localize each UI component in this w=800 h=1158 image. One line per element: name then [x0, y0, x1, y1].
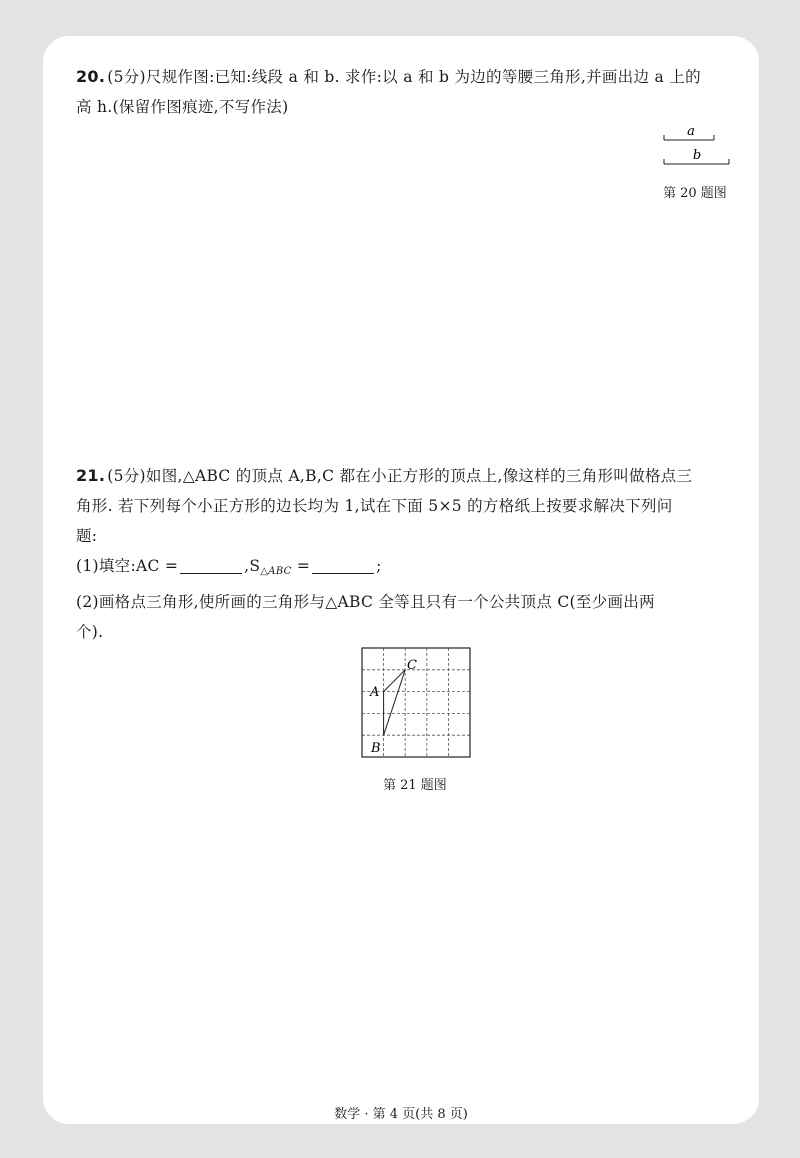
segment-b-label: b — [692, 148, 702, 163]
q20-text-line2: 高 h.(保留作图痕迹,不写作法) — [76, 98, 289, 116]
q21-number: 21. — [76, 466, 106, 485]
q21-part2-line1: (2)画格点三角形,使所画的三角形与△ABC 全等且只有一个公共顶点 C(至少画出两 — [76, 593, 655, 611]
q20-segments-figure — [661, 122, 733, 168]
q21-text-line3: 题: — [76, 527, 98, 545]
segment-a-label: a — [687, 124, 695, 139]
q21-part1-sub: △ABC — [260, 566, 292, 577]
q21-line1 — [76, 461, 731, 491]
triangle-abc — [384, 670, 406, 735]
vertex-label-a: A — [370, 685, 380, 700]
q21-part1 — [76, 551, 731, 587]
q20-line1 — [76, 62, 731, 92]
question-20 — [76, 62, 731, 122]
answer-blank-area — [312, 557, 374, 574]
answer-blank-ac — [180, 557, 242, 574]
q20-number: 20. — [76, 67, 106, 86]
vertex-label-c: C — [407, 658, 417, 673]
q21-figure-caption: 第 21 题图 — [383, 778, 447, 793]
question-21 — [76, 461, 731, 647]
q21-text-line2: 角形. 若下列每个小正方形的边长均为 1,试在下面 5×5 的方格纸上按要求解决下列问 — [76, 497, 673, 515]
q21-part1-prefix: (1)填空:AC = — [76, 557, 179, 575]
exam-page — [43, 36, 759, 1124]
q21-part1-eq: = — [291, 557, 311, 575]
q21-text-line1: (5分)如图,△ABC 的顶点 A,B,C 都在小正方形的顶点上,像这样的三角形叫做格点三 — [107, 467, 693, 485]
page-footer: 数学 · 第 4 页(共 8 页) — [334, 1107, 468, 1122]
q20-text-line1: (5分)尺规作图:已知:线段 a 和 b. 求作:以 a 和 b 为边的等腰三角形,并画出边 a 上的 — [107, 68, 701, 86]
q21-grid-figure — [353, 644, 479, 762]
vertex-label-b: B — [371, 741, 381, 756]
q20-figure-caption: 第 20 题图 — [663, 186, 727, 201]
q21-part1-middle: ,S — [244, 557, 261, 575]
q21-part2-line2: 个). — [76, 623, 104, 641]
q21-part1-end: ; — [376, 557, 382, 575]
